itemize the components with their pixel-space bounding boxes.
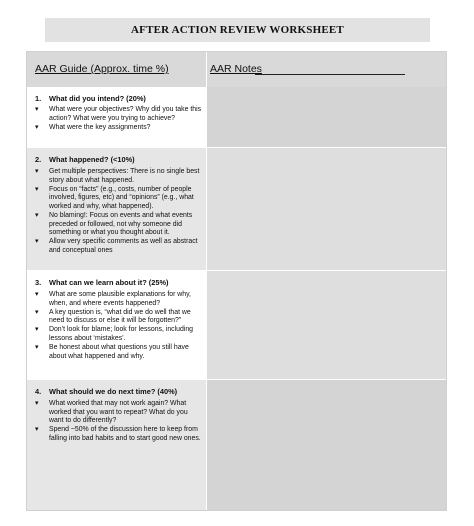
notes-header-rule <box>255 74 405 75</box>
section-2-title: 2. What happened? (<10%) <box>35 155 135 164</box>
section-2 <box>27 148 206 270</box>
section-4-notes[interactable] <box>207 380 446 510</box>
guide-header <box>27 52 206 87</box>
list-item: ▾ What were the key assignments? <box>35 123 151 131</box>
section-3-title: 3. What can we learn about it? (25%) <box>35 278 169 287</box>
list-item: ▾ No blaming!: Focus on events and what events preceded or followed, not why someone did something or what you thought about it. <box>35 211 193 237</box>
section-1-title: 1. What did you intend? (20%) <box>35 94 146 103</box>
section-3 <box>27 271 206 379</box>
page-title: AFTER ACTION REVIEW WORKSHEET <box>131 24 344 36</box>
section-4-bullets <box>35 400 202 444</box>
section-4 <box>27 380 206 510</box>
guide-header-label: AAR Guide (Approx. time %) <box>35 63 169 75</box>
section-1 <box>27 87 206 147</box>
section-4-title: 4. What should we do next time? (40%) <box>35 387 178 396</box>
section-3-notes[interactable] <box>207 271 446 379</box>
list-item: ▾ Focus on “facts” (e.g., costs, number of people involved, figures, etc) and “opinions” (e.g., what worked and why, what happened). <box>35 185 194 210</box>
section-3-bullets <box>35 291 202 362</box>
title-bar <box>45 18 430 42</box>
list-item: ▾ What worked that may not work again? What worked that you want to repeat? What do you want to do differently? <box>35 400 188 425</box>
notes-header <box>207 52 446 87</box>
list-item: ▾ Don’t look for blame; look for lessons, including lessons about ‘mistakes’. <box>35 326 194 342</box>
list-item: ▾ What are some plausible explanations for why, when, and where events happened? <box>35 291 191 307</box>
section-2-notes[interactable] <box>207 148 446 270</box>
list-item: ▾ What were your objectives? Why did you take this action? What were you trying to achieve? <box>35 106 202 122</box>
list-item: ▾ Spend ~50% of the discussion here to keep from falling into bad habits and to start good new ones. <box>35 426 201 442</box>
notes-header-label: AAR Notes <box>210 63 262 75</box>
aar-table <box>26 51 447 511</box>
list-item: ▾ Be honest about what questions you still have about what happened and why. <box>35 344 189 360</box>
section-1-bullets <box>35 106 202 133</box>
list-item: ▾ A key question is, “what did we do well that we need to discuss or else it will be forgotten?” <box>35 308 191 325</box>
section-2-bullets <box>35 168 202 256</box>
list-item: ▾ Get multiple perspectives: There is no single best story about what happened. <box>35 168 200 184</box>
list-item: ▾ Allow very specific comments as well as abstract and conceptual ones <box>35 238 198 254</box>
section-1-notes[interactable] <box>207 87 446 147</box>
